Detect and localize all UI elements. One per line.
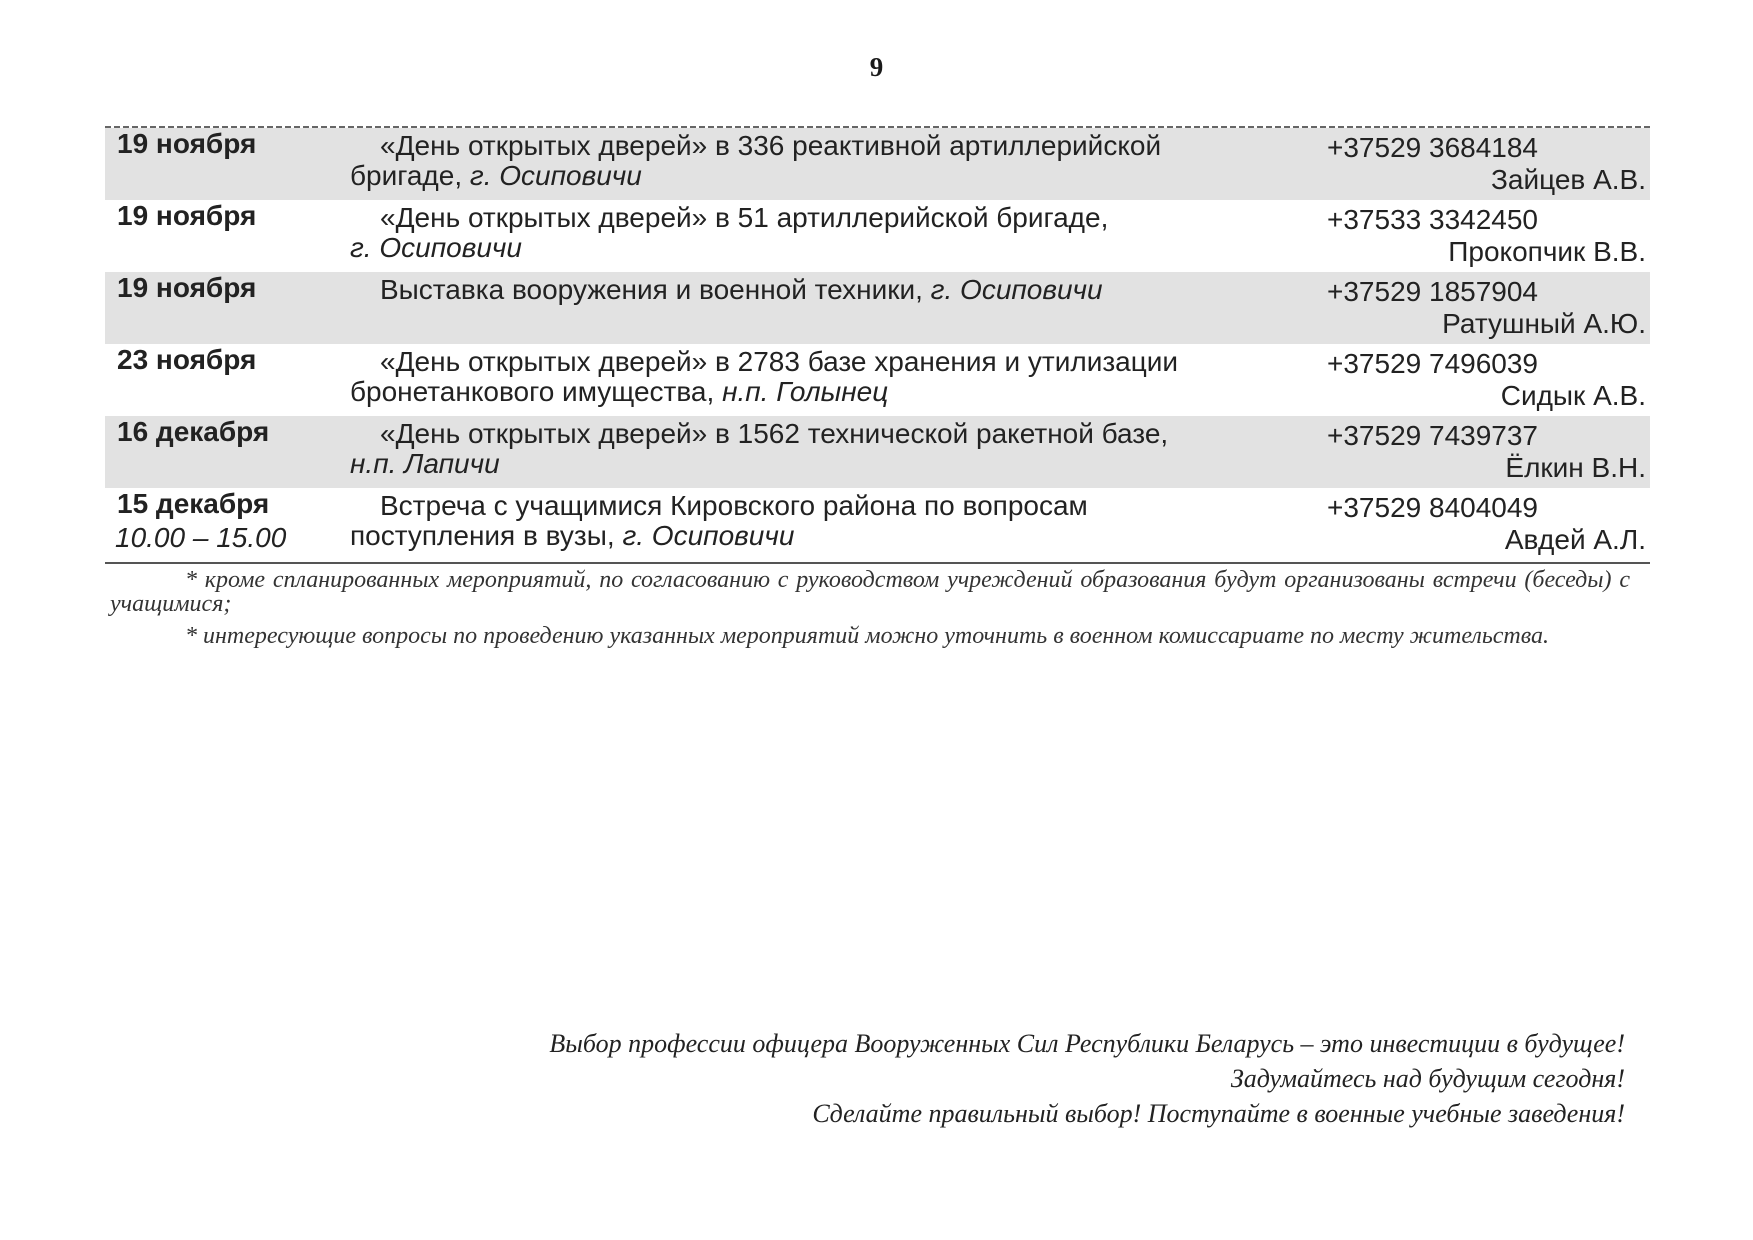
event-description: Выставка вооружения и военной техники, г. Осиповичи [380, 274, 1103, 305]
event-description: «День открытых дверей» в 2783 базе хранения и утилизации [380, 346, 1179, 377]
slogan-line: Сделайте правильный выбор! Поступайте в военные учебные заведения! [812, 1099, 1625, 1128]
contact-person: Прокопчик В.В. [1448, 236, 1646, 267]
contact-phone: +37533 3342450 [1327, 204, 1538, 235]
event-date: 19 ноября [117, 272, 257, 303]
contact-person: Авдей А.Л. [1504, 524, 1646, 555]
event-description: «День открытых дверей» в 336 реактивной артиллерийской [380, 130, 1162, 161]
contact-phone: +37529 1857904 [1327, 276, 1538, 307]
event-place: г. Осиповичи [350, 232, 522, 263]
event-description-continued: бригаде, г. Осиповичи [350, 160, 642, 191]
footnote: * интересующие вопросы по проведению указанных мероприятий можно уточнить в военном комиссариате по месту жительства. [185, 623, 1549, 649]
event-description-continued [350, 448, 500, 480]
event-description: «День открытых дверей» в 51 артиллерийской бригаде, [380, 202, 1109, 233]
event-time: 10.00 – 15.00 [115, 522, 287, 553]
contact-phone: +37529 7439737 [1327, 420, 1538, 451]
page-number: 9 [869, 52, 884, 82]
contact-phone: +37529 8404049 [1327, 492, 1538, 523]
event-place: н.п. Лапичи [350, 448, 500, 479]
event-place: г. Осиповичи [930, 274, 1103, 305]
event-description-continued: бронетанкового имущества, н.п. Голынец [350, 376, 889, 407]
event-place: г. Осиповичи [622, 520, 795, 551]
event-description: Встреча с учащимися Кировского района по вопросам [380, 490, 1088, 521]
contact-person: Ратушный А.Ю. [1442, 308, 1646, 339]
event-date: 16 декабря [117, 416, 270, 447]
event-description: «День открытых дверей» в 1562 технической ракетной базе, [380, 418, 1169, 449]
contact-person: Сидык А.В. [1500, 380, 1646, 411]
events-table [105, 128, 1650, 560]
table-row [105, 272, 1650, 344]
event-date: 23 ноября [117, 344, 257, 375]
contact-person: Ёлкин В.Н. [1505, 452, 1646, 483]
event-date: 19 ноября [117, 200, 257, 231]
contact-person: Зайцев А.В. [1491, 164, 1646, 195]
event-place: н.п. Голынец [722, 376, 889, 407]
table-row [105, 128, 1650, 200]
table-row [105, 488, 1650, 560]
table-row [105, 344, 1650, 416]
slogan-line: Задумайтесь над будущим сегодня! [1230, 1064, 1625, 1093]
contact-phone: +37529 3684184 [1327, 132, 1538, 163]
closing-slogans [225, 1026, 1625, 1131]
table-row [105, 416, 1650, 488]
event-date: 19 ноября [117, 128, 257, 159]
table-row [105, 200, 1650, 272]
contact-phone: +37529 7496039 [1327, 348, 1538, 379]
event-description-continued: поступления в вузы, г. Осиповичи [350, 520, 795, 551]
event-date: 15 декабря [117, 488, 270, 519]
slogan-line: Выбор профессии офицера Вооруженных Сил Республики Беларусь – это инвестиции в будущее! [549, 1029, 1625, 1058]
footnote: * кроме спланированных мероприятий, по согласованию с руководством учреждений образования будут организованы встречи (беседы) с учащимися; [110, 567, 1630, 617]
footnotes [110, 568, 1630, 656]
table-bottom-rule [105, 562, 1650, 564]
event-description-continued [350, 232, 522, 264]
event-place: г. Осиповичи [469, 160, 642, 191]
